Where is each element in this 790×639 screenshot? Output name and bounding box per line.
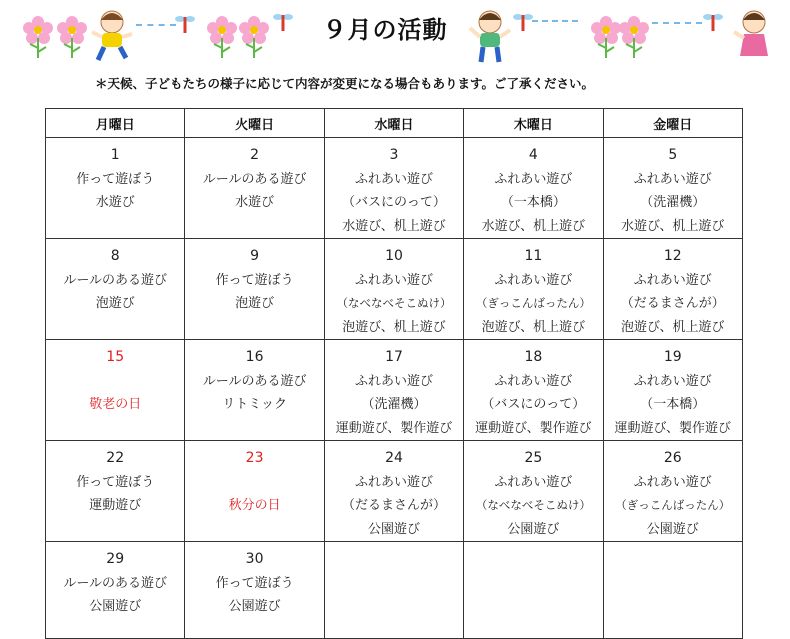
day-number: 3 [389,147,399,163]
calendar-day-cell [464,340,603,441]
activity-line: ふれあい遊び [633,272,712,288]
activity-line: ふれあい遊び [633,373,712,389]
flower-icon [54,14,90,58]
activity-line: ふれあい遊び [494,474,573,490]
activity-line: 公園遊び [228,599,281,614]
day-number: 25 [524,450,543,466]
activity-line: （一本橋） [640,397,706,412]
activity-line: （なべなべそこぬけ） [336,296,452,310]
dragonfly-icon [174,14,196,34]
day-number: 9 [250,248,260,264]
child-waving-icon [730,8,774,58]
activity-line: （ぎっこんばったん） [615,498,731,512]
activity-line: ふれあい遊び [494,171,573,187]
activity-line: （バスにのって） [481,397,586,412]
calendar-day-cell [185,239,324,340]
day-number: 15 [106,349,125,365]
day-number: 5 [668,147,678,163]
activity-line: （洗濯機） [640,195,706,210]
day-number [464,548,602,572]
activity-line: 水遊び、机上遊び [481,218,586,234]
activity-line: 作って遊ぼう [215,575,294,591]
calendar-body [46,138,743,639]
calendar-day-cell [46,441,185,542]
activity-line: 泡遊び、机上遊び [621,319,725,335]
day-number: 30 [245,551,264,567]
activity-line: （だるまさんが） [341,498,446,513]
activity-line: 水遊び、机上遊び [342,218,446,234]
calendar-week-row [46,138,743,239]
day-number: 26 [663,450,682,466]
notice-text: ＊天候、子どもたちの様子に応じて内容が変更になる場合もあります。ご了承ください。 [95,76,595,91]
activity-line: 作って遊ぼう [215,272,294,288]
child-waving-icon [468,8,512,64]
activity-line: 運動遊び、製作遊び [475,420,592,436]
activity-line: ふれあい遊び [354,272,433,288]
calendar-day-cell [46,239,185,340]
day-number: 17 [385,349,403,365]
calendar-day-cell [603,441,742,542]
calendar-day-cell [324,340,463,441]
flower-icon [236,14,272,58]
day-number: 10 [385,248,403,264]
flower-icon [204,14,240,58]
calendar-day-cell [464,138,603,239]
activity-line: ルールのある遊び [202,171,307,187]
day-number: 2 [250,147,260,163]
day-number [604,548,742,572]
flight-path [136,24,176,26]
activity-line: 泡遊び [235,296,275,311]
flight-path [532,20,578,22]
weekday-header: 水曜日 [324,109,463,138]
activity-line: ふれあい遊び [633,171,712,187]
activity-line: ルールのある遊び [63,575,168,591]
holiday-label: 秋分の日 [228,498,281,513]
activity-line: 作って遊ぼう [76,171,155,187]
flower-icon [616,14,652,58]
activity-line: 公園遊び [507,521,560,537]
activity-line [46,370,184,394]
activity-line: ふれあい遊び [633,474,712,490]
activity-line: 公園遊び [89,599,142,614]
activity-line: 運動遊び、製作遊び [614,420,732,436]
calendar-day-cell [464,441,603,542]
day-number: 29 [106,551,125,567]
day-number: 19 [663,349,682,365]
calendar-day-cell [603,542,742,639]
activity-line: リトミック [222,397,287,412]
calendar-day-cell [185,138,324,239]
activity-line: （だるまさんが） [620,296,725,311]
day-number: 24 [385,450,403,466]
calendar-day-cell [46,138,185,239]
calendar-week-row [46,542,743,639]
calendar-day-cell [464,542,603,639]
day-number: 11 [524,248,543,264]
day-number: 16 [245,349,264,365]
activity-line: 泡遊び、机上遊び [342,319,446,335]
calendar-day-cell [603,239,742,340]
calendar-day-cell [46,340,185,441]
activity-line: 水遊び [235,195,275,210]
activity-line: ふれあい遊び [354,373,433,389]
calendar-day-cell [185,542,324,639]
weekday-header: 金曜日 [603,109,742,138]
activity-line: ルールのある遊び [63,272,168,288]
activity-line: ふれあい遊び [494,272,573,288]
activity-line: ふれあい遊び [354,474,433,490]
weekday-header: 木曜日 [464,109,603,138]
day-number: 23 [245,450,264,466]
activity-line: ふれあい遊び [354,171,433,187]
activity-line: （バスにのって） [342,195,446,210]
activity-line [185,471,323,495]
activity-line: （一本橋） [500,195,566,210]
activity-line: ふれあい遊び [494,373,573,389]
activity-calendar [45,108,743,639]
page-title: ９月の活動 [322,16,448,44]
activity-line: 水遊び [95,195,135,210]
calendar-day-cell [324,542,463,639]
dragonfly-icon [512,12,534,32]
day-number [325,548,463,572]
activity-line: 泡遊び、机上遊び [481,319,586,335]
calendar-day-cell [46,542,185,639]
activity-line: 水遊び、机上遊び [621,218,725,234]
activity-line: 公園遊び [367,521,420,537]
calendar-week-row [46,239,743,340]
calendar-day-cell [324,138,463,239]
activity-line: 運動遊び、製作遊び [335,420,453,436]
flight-path [652,22,702,24]
day-number: 4 [528,147,538,163]
calendar-day-cell [603,138,742,239]
activity-line: 公園遊び [646,521,699,537]
day-number: 1 [110,147,120,163]
day-number: 8 [110,248,120,264]
calendar-day-cell [603,340,742,441]
dragonfly-icon [702,12,724,32]
weekday-header: 月曜日 [46,109,185,138]
holiday-label: 敬老の日 [89,397,142,412]
activity-line: 運動遊び [89,498,142,513]
calendar-day-cell [464,239,603,340]
weekday-header: 火曜日 [185,109,324,138]
calendar-day-cell [185,340,324,441]
calendar-week-row [46,441,743,542]
activity-line: （なべなべそこぬけ） [475,498,591,512]
day-number: 22 [106,450,125,466]
activity-line: 作って遊ぼう [76,474,155,490]
day-number: 12 [663,248,682,264]
activity-line: （ぎっこんばったん） [475,296,591,310]
calendar-week-row [46,340,743,441]
weekday-header-row [46,109,743,138]
header-banner [0,0,790,68]
activity-line: （洗濯機） [361,397,427,412]
dragonfly-icon [272,12,294,32]
flower-icon [20,14,56,58]
child-running-icon [90,8,134,64]
calendar-day-cell [324,441,463,542]
activity-line: ルールのある遊び [202,373,307,389]
calendar-day-cell [185,441,324,542]
day-number: 18 [524,349,543,365]
calendar-day-cell [324,239,463,340]
activity-line: 泡遊び [95,296,135,311]
